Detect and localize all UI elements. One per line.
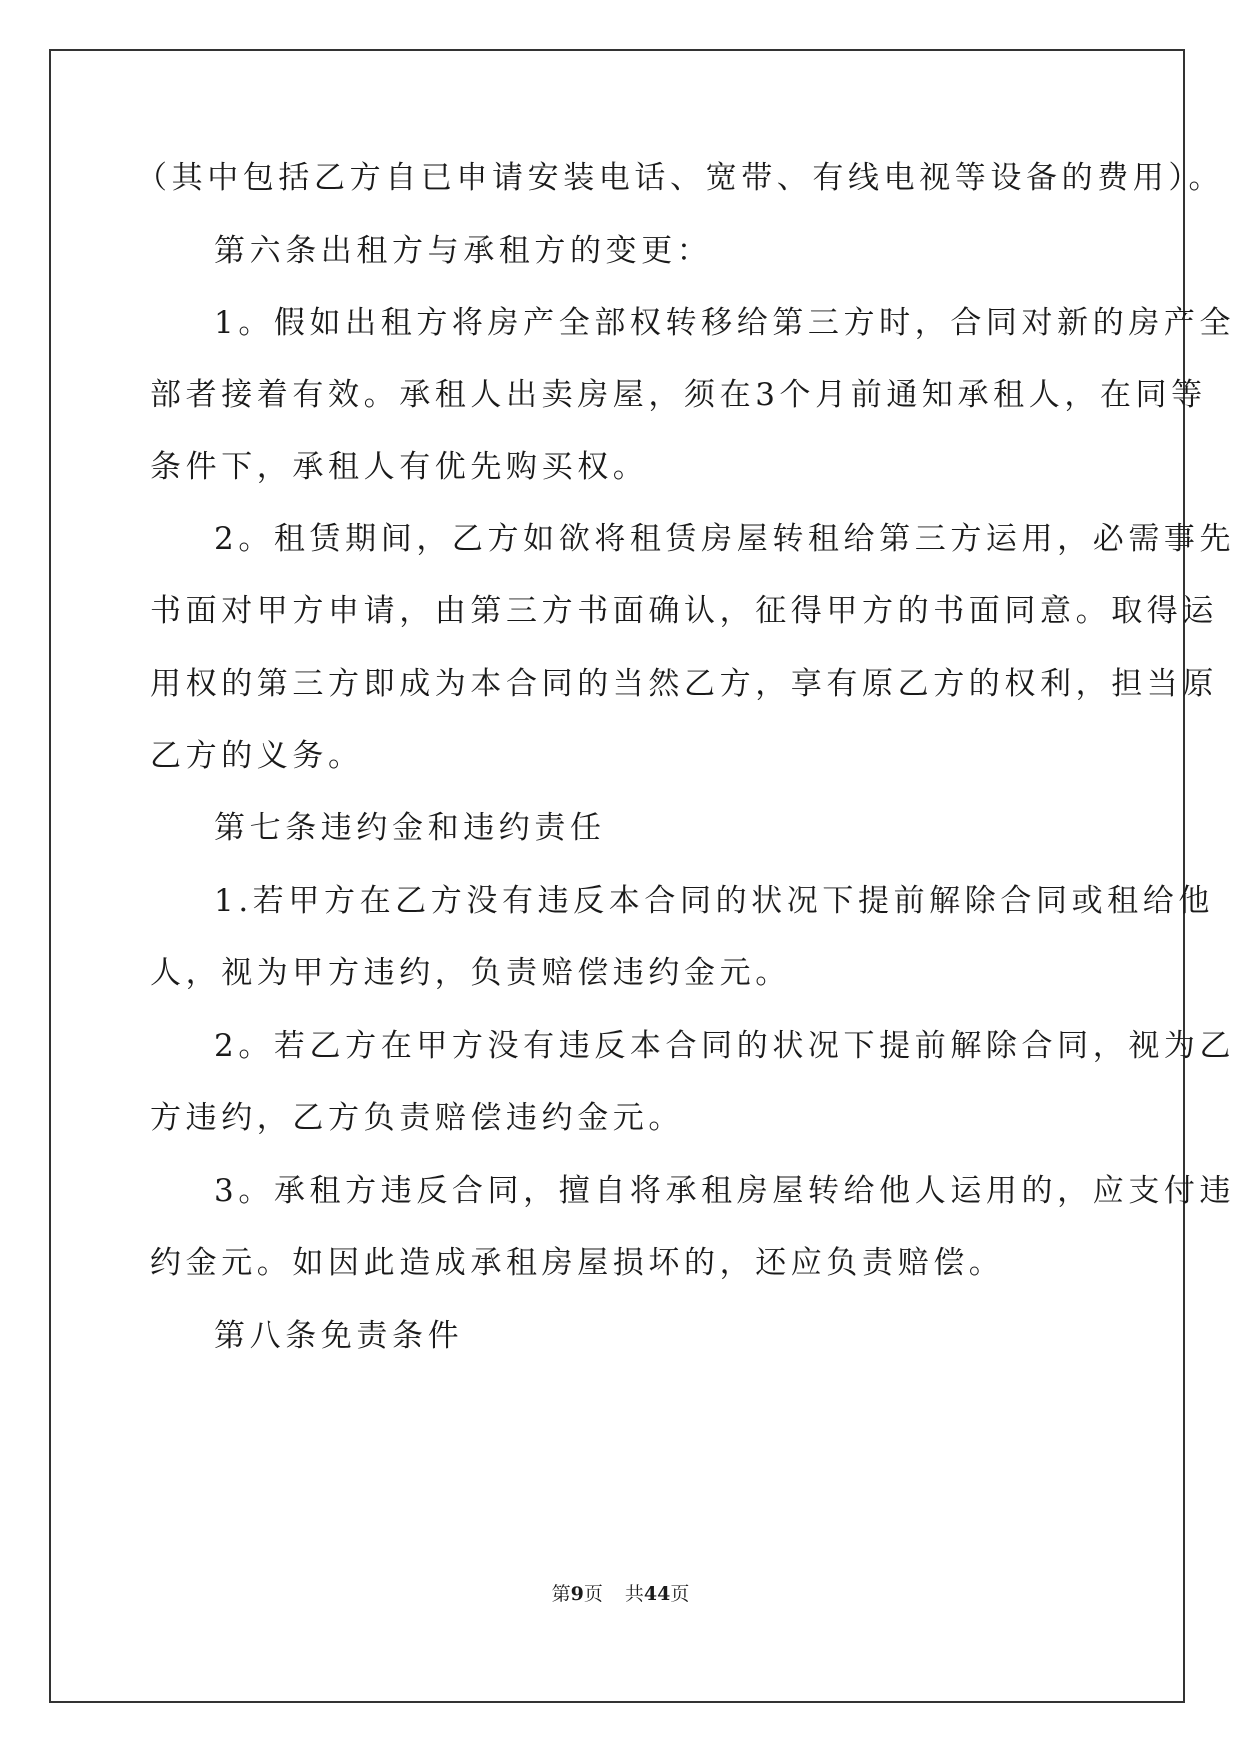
paragraph-line-8: 用权的第三方即成为本合同的当然乙方，享有原乙方的权利，担当原 bbox=[150, 666, 1218, 702]
paragraph-line-15: 3。承租方违反合同，擅自将承租房屋转给他人运用的，应支付违 bbox=[214, 1173, 1236, 1209]
footer-page-prefix: 第 bbox=[551, 1583, 571, 1605]
section-heading-8: 第八条免责条件 bbox=[214, 1318, 464, 1354]
page-border bbox=[49, 49, 1185, 1703]
paragraph-line-5: 条件下，承租人有优先购买权。 bbox=[150, 449, 649, 485]
paragraph-line-1: （其中包括乙方自已申请安装电话、宽带、有线电视等设备的费用）。 bbox=[136, 160, 1225, 196]
paragraph-line-11: 1.若甲方在乙方没有违反本合同的状况下提前解除合同或租给他 bbox=[214, 883, 1214, 919]
footer-total-pages: 44 bbox=[643, 1583, 671, 1605]
paragraph-line-3: 1。假如出租方将房产全部权转移给第三方时，合同对新的房产全 bbox=[214, 305, 1236, 341]
paragraph-line-14: 方违约，乙方负责赔偿违约金元。 bbox=[150, 1100, 684, 1136]
paragraph-line-4: 部者接着有效。承租人出卖房屋，须在3个月前通知承租人，在同等 bbox=[150, 377, 1207, 413]
paragraph-line-7: 书面对甲方申请，由第三方书面确认，征得甲方的书面同意。取得运 bbox=[150, 593, 1218, 629]
page-footer bbox=[0, 1582, 1241, 1606]
footer-total-suffix: 页 bbox=[670, 1583, 690, 1605]
footer-page-suffix: 页 bbox=[583, 1583, 603, 1605]
footer-page-number: 9 bbox=[570, 1583, 584, 1605]
paragraph-line-9: 乙方的义务。 bbox=[150, 738, 364, 774]
paragraph-line-13: 2。若乙方在甲方没有违反本合同的状况下提前解除合同，视为乙 bbox=[214, 1028, 1236, 1064]
paragraph-line-16: 约金元。如因此造成承租房屋损坏的，还应负责赔偿。 bbox=[150, 1245, 1005, 1281]
section-heading-6: 第六条出租方与承租方的变更： bbox=[214, 233, 713, 269]
section-heading-7: 第七条违约金和违约责任 bbox=[214, 810, 606, 846]
paragraph-line-6: 2。租赁期间，乙方如欲将租赁房屋转租给第三方运用，必需事先 bbox=[214, 521, 1236, 557]
paragraph-line-12: 人，视为甲方违约，负责赔偿违约金元。 bbox=[150, 955, 791, 991]
footer-total-prefix: 共 bbox=[624, 1583, 644, 1605]
